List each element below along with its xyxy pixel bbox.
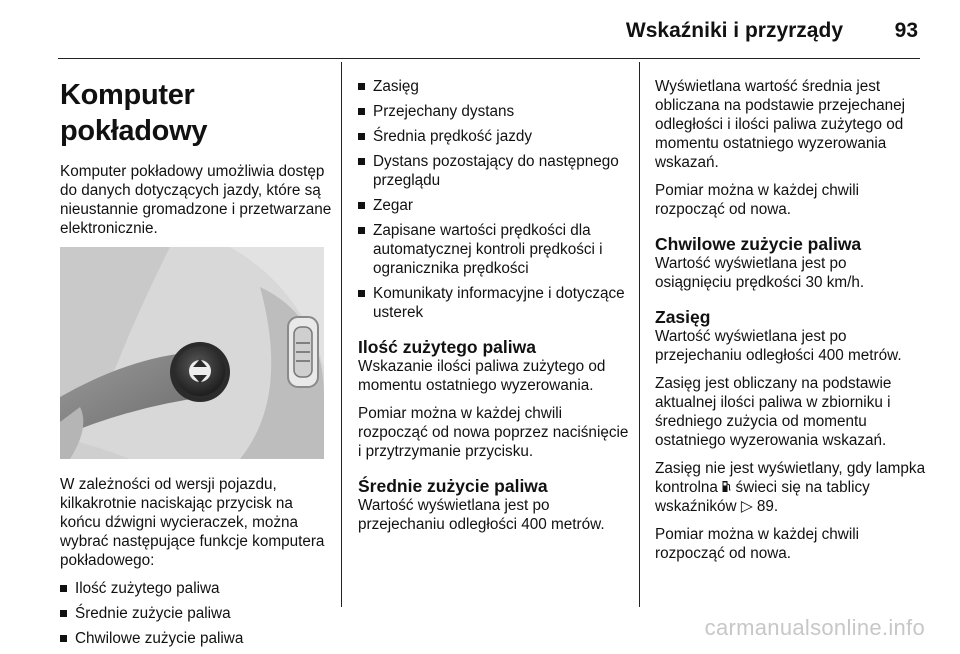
list-item: Ilość zużytego paliwa (60, 579, 332, 598)
wiper-lever-illustration (60, 247, 324, 459)
column-divider-1 (341, 62, 342, 607)
section-title: Ilość zużytego paliwa (358, 337, 536, 357)
cross-reference-arrow-icon: ▷ (740, 498, 753, 515)
bullet-icon (358, 290, 365, 297)
paragraph: Pomiar można w każdej chwili rozpocząć od nowa. (655, 526, 860, 562)
paragraph: Pomiar można w każdej chwili rozpocząć od nowa poprzez naciśnięcie i przytrzymanie przycisku. (358, 405, 629, 460)
paragraph: Wyświetlana wartość średnia jest obliczana na podstawie przejechanej odległości i ilości paliwa zużytego od momentu ostatniego wyzerowania wskazań. (655, 78, 906, 171)
page-title: Komputer pokładowy (60, 79, 208, 147)
section-title: Chwilowe zużycie paliwa (655, 234, 862, 254)
list-item: Zapisane wartości prędkości dla automatycznej kontroli prędkości i ogranicznika prędkości (358, 221, 630, 278)
bullet-icon (60, 635, 67, 642)
list-item: Komunikaty informacyjne i dotyczące usterek (358, 284, 630, 322)
paragraph: Wartość wyświetlana jest po przejechaniu odległości 400 metrów. (655, 328, 902, 364)
bullet-icon (358, 158, 365, 165)
watermark: carmanualsonline.info (704, 615, 925, 640)
list-item: Zasięg (358, 77, 630, 96)
paragraph: Wartość wyświetlana jest po osiągnięciu prędkości 30 km/h. (655, 255, 865, 291)
paragraph: Pomiar można w każdej chwili rozpocząć od nowa. (655, 182, 860, 218)
right-column (655, 77, 927, 572)
list-item: Średnia prędkość jazdy (358, 127, 630, 146)
bullet-icon (358, 227, 365, 234)
intro-paragraph: Komputer pokładowy umożliwia dostęp do danych dotyczących jazdy, które są nieustannie gromadzone i przetwarzane elektronicznie. (60, 163, 332, 237)
list-item: Zegar (358, 196, 630, 215)
header-rule (58, 58, 920, 59)
function-selection-paragraph: W zależności od wersji pojazdu, kilkakrotnie naciskając przycisk na końcu dźwigni wycieraczek, można wybrać następujące funkcje komputera pokładowego: (60, 476, 325, 569)
middle-column (358, 77, 630, 543)
bullet-icon (60, 585, 67, 592)
paragraph: Zasięg jest obliczany na podstawie aktualnej ilości paliwa w zbiorniku i średniego zużycia od momentu ostatniego wyzerowania wskazań. (655, 375, 892, 449)
column-divider-2 (639, 62, 640, 607)
section-fuel-used (358, 337, 630, 461)
bullet-icon (60, 610, 67, 617)
function-list-left (60, 579, 332, 648)
list-item: Dystans pozostający do następnego przeglądu (358, 152, 630, 190)
paragraph: Wskazanie ilości paliwa zużytego od momentu ostatniego wyzerowania. (358, 358, 606, 394)
paragraph-warning-lamp: Zasięg nie jest wyświetlany, gdy lampka kontrolna świeci się na tablicy wskaźników ▷ 89. (655, 460, 926, 515)
section-title: Zasięg (655, 307, 711, 327)
bullet-icon (358, 202, 365, 209)
paragraph: Wartość wyświetlana jest po przejechaniu odległości 400 metrów. (358, 497, 605, 533)
page-number: 93 (894, 19, 918, 42)
section-title: Średnie zużycie paliwa (358, 476, 548, 496)
section-instant-consumption (655, 234, 927, 292)
bullet-icon (358, 133, 365, 140)
bullet-icon (358, 83, 365, 90)
page-reference-link[interactable]: 89. (756, 498, 779, 515)
header-title: Wskaźniki i przyrządy (625, 19, 843, 42)
function-list-middle (358, 77, 630, 322)
fuel-pump-icon (722, 480, 731, 493)
section-range (655, 307, 927, 563)
list-item: Przejechany dystans (358, 102, 630, 121)
list-item: Chwilowe zużycie paliwa (60, 629, 332, 648)
wiper-lever-figure (60, 247, 324, 459)
left-column (60, 77, 332, 654)
section-average-consumption (358, 476, 630, 534)
bullet-icon (358, 108, 365, 115)
list-item: Średnie zużycie paliwa (60, 604, 332, 623)
